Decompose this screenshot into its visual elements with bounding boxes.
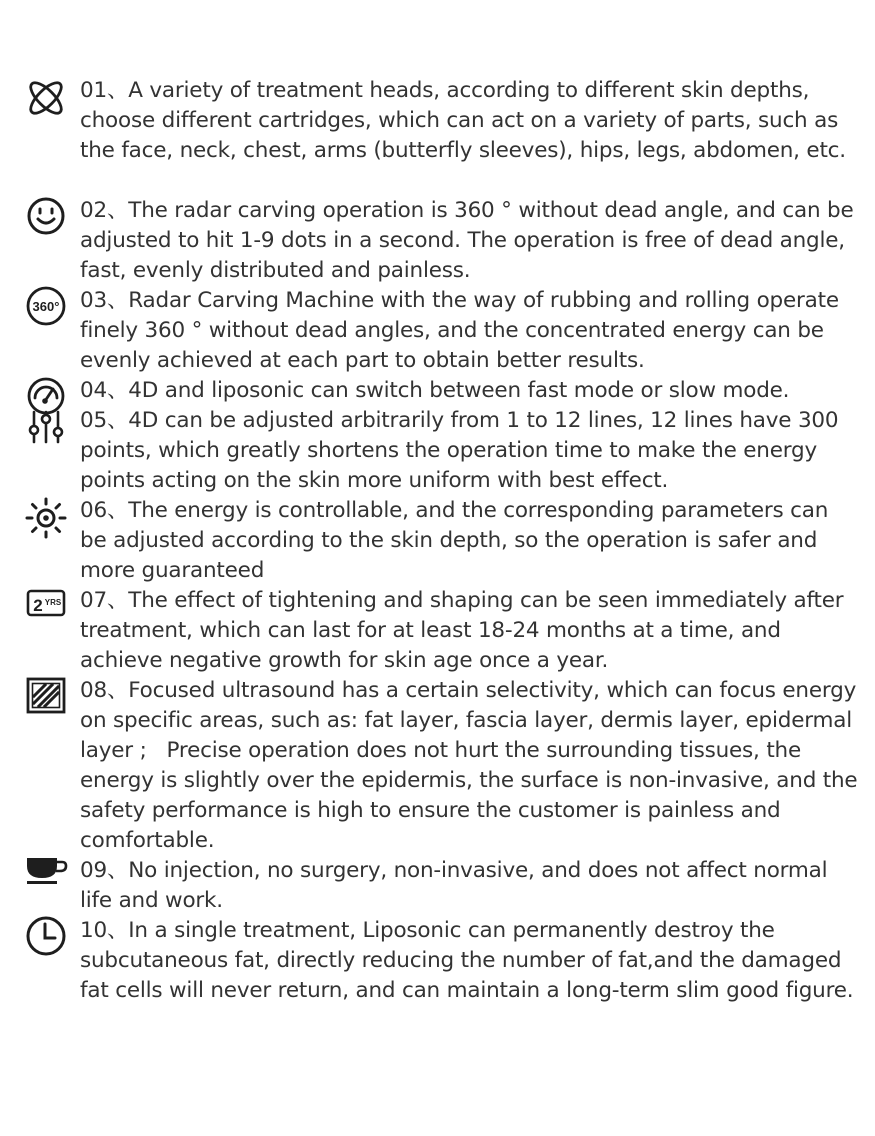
feature-text-05: 05、4D can be adjusted arbitrarily from 1 to 12 lines, 12 lines have 300 points, which greatly shortens the operation time to make the energy points acting on the skin more uniform with best effect. <box>80 408 839 493</box>
feature-text-03: 03、Radar Carving Machine with the way of rubbing and rolling operate finely 360 ° without dead angles, and the concentrated energy can be evenly achieved at each part to obtain better results. <box>80 288 839 373</box>
feature-text-07: 07、The effect of tightening and shaping can be seen immediately after treatment, which can last for at least 18-24 months at a time, and achieve negative growth for skin age once a year. <box>80 588 844 673</box>
feature-text-10: 10、In a single treatment, Liposonic can permanently destroy the subcutaneous fat, directly reducing the number of fat,and the damaged fat cells will never return, and can maintain a long-term slim good figure. <box>80 918 854 1003</box>
feature-text-09: 09、No injection, no surgery, non-invasive, and does not affect normal life and work. <box>80 858 828 913</box>
sliders-icon <box>24 406 68 450</box>
feature-text-08: 08、Focused ultrasound has a certain selectivity, which can focus energy on specific areas, such as: fat layer, fascia layer, dermis layer, epidermal layer ; Precise operation does not hurt the surrounding tissues, the energy is slightly over the epidermis, the surface is non-invasive, and the safety performance is high to ensure the customer is painless and comfortable. <box>80 678 858 853</box>
coffee-cup-icon <box>24 856 68 900</box>
clock-icon <box>24 916 68 960</box>
two-years-icon <box>24 586 68 630</box>
smiley-icon <box>24 196 68 240</box>
360-degree-icon <box>24 286 68 330</box>
layers-hatch-icon <box>24 676 68 720</box>
two-years-icon-unit: YRS <box>44 598 62 607</box>
feature-text-01: 01、A variety of treatment heads, according to different skin depths, choose different cartridges, which can act on a variety of parts, such as the face, neck, chest, arms (butterfly sleeves), hips, legs, abdomen, etc. <box>80 78 846 163</box>
brightness-icon <box>24 496 68 540</box>
two-years-icon-number: 2 <box>33 596 43 615</box>
atom-icon <box>24 76 68 120</box>
360-icon-label: 360° <box>32 299 60 314</box>
feature-text-06: 06、The energy is controllable, and the corresponding parameters can be adjusted according to the skin depth, so the operation is safer and more guaranteed <box>80 498 829 583</box>
feature-text-02: 02、The radar carving operation is 360 ° without dead angle, and can be adjusted to hit 1-9 dots in a second. The operation is free of dead angle, fast, evenly distributed and painless. <box>80 198 854 283</box>
feature-text-04: 04、4D and liposonic can switch between fast mode or slow mode. <box>80 378 790 403</box>
